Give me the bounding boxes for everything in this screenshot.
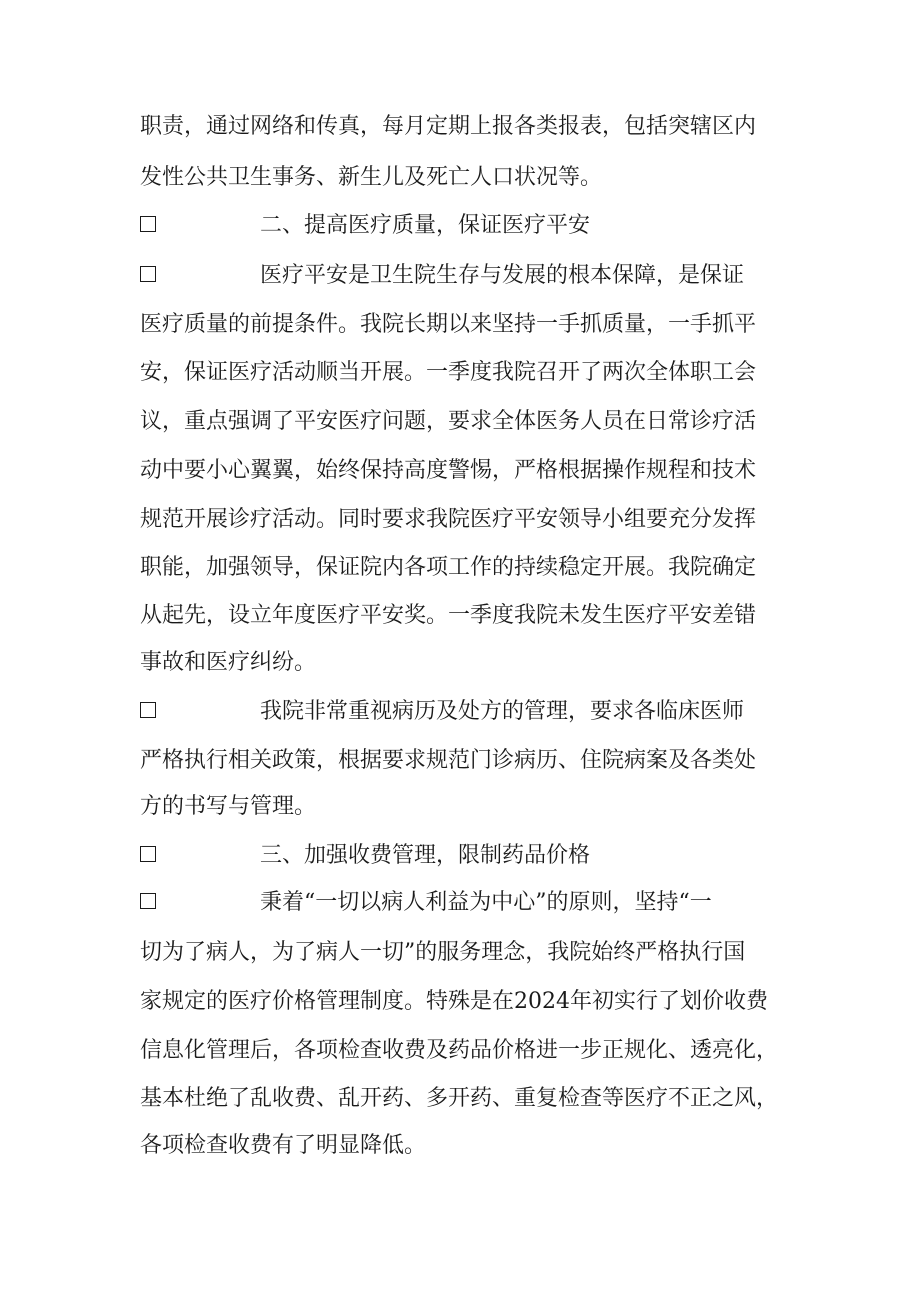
checkbox-icon [140,266,156,282]
text-line [140,1079,800,1119]
checkbox-icon [140,846,156,862]
line-text: 从起先，设立年度医疗平安奖。一季度我院未发生医疗平安差错 [140,603,757,628]
paragraph-start [140,256,800,296]
section-heading [140,206,800,246]
text-line [140,787,800,827]
heading-text: 三、加强收费管理，限制药品价格 [260,843,591,868]
heading-text: 二、提高医疗质量，保证医疗平安 [260,213,591,238]
line-text: 家规定的医疗价格管理制度。特殊是在2024年初实行了划价收费 [140,989,768,1014]
text-line [140,451,800,491]
line-text: 方的书写与管理。 [140,794,317,819]
text-line [140,305,800,345]
paragraph-start [140,883,800,923]
text-line [140,1126,800,1166]
text-line [140,643,800,683]
text-line [140,158,800,198]
line-text: 动中要小心翼翼，始终保持高度警惕，严格根据操作规程和技术 [140,458,757,483]
line-text: 发性公共卫生事务、新生儿及死亡人口状况等。 [140,165,603,190]
text-line [140,353,800,393]
line-text: 职能，加强领导，保证院内各项工作的持续稳定开展。我院确定 [140,555,757,580]
line-text: 职责，通过网络和传真，每月定期上报各类报表，包括突辖区内 [140,114,757,139]
section-heading [140,836,800,876]
line-text: 基本杜绝了乱收费、乱开药、多开药、重复检查等医疗不正之风， [140,1086,779,1111]
text-line [140,982,800,1022]
text-line [140,500,800,540]
line-text: 各项检查收费有了明显降低。 [140,1133,427,1158]
text-line [140,596,800,636]
line-text: 规范开展诊疗活动。同时要求我院医疗平安领导小组要充分发挥 [140,507,757,532]
text-line [140,1031,800,1071]
line-text: 信息化管理后，各项检查收费及药品价格进一步正规化、透亮化， [140,1038,779,1063]
line-text: 我院非常重视病历及处方的管理，要求各临床医师 [260,699,745,724]
line-text: 切为了病人，为了病人一切”的服务理念，我院始终严格执行国 [140,940,746,965]
line-text: 严格执行相关政策，根据要求规范门诊病历、住院病案及各类处 [140,748,757,773]
checkbox-icon [140,893,156,909]
line-text: 医疗质量的前提条件。我院长期以来坚持一手抓质量，一手抓平 [140,312,757,337]
line-text: 事故和医疗纠纷。 [140,650,317,675]
line-text: 医疗平安是卫生院生存与发展的根本保障，是保证 [260,263,745,288]
text-line [140,548,800,588]
line-text: 安，保证医疗活动顺当开展。一季度我院召开了两次全体职工会 [140,360,757,385]
text-line [140,107,800,147]
text-line [140,741,800,781]
text-line [140,933,800,973]
paragraph-start [140,692,800,732]
line-text: 议，重点强调了平安医疗问题，要求全体医务人员在日常诊疗活 [140,409,757,434]
checkbox-icon [140,702,156,718]
checkbox-icon [140,216,156,232]
text-line [140,402,800,442]
line-text: 秉着“一切以病人利益为中心”的原则，坚持“一 [260,890,712,915]
